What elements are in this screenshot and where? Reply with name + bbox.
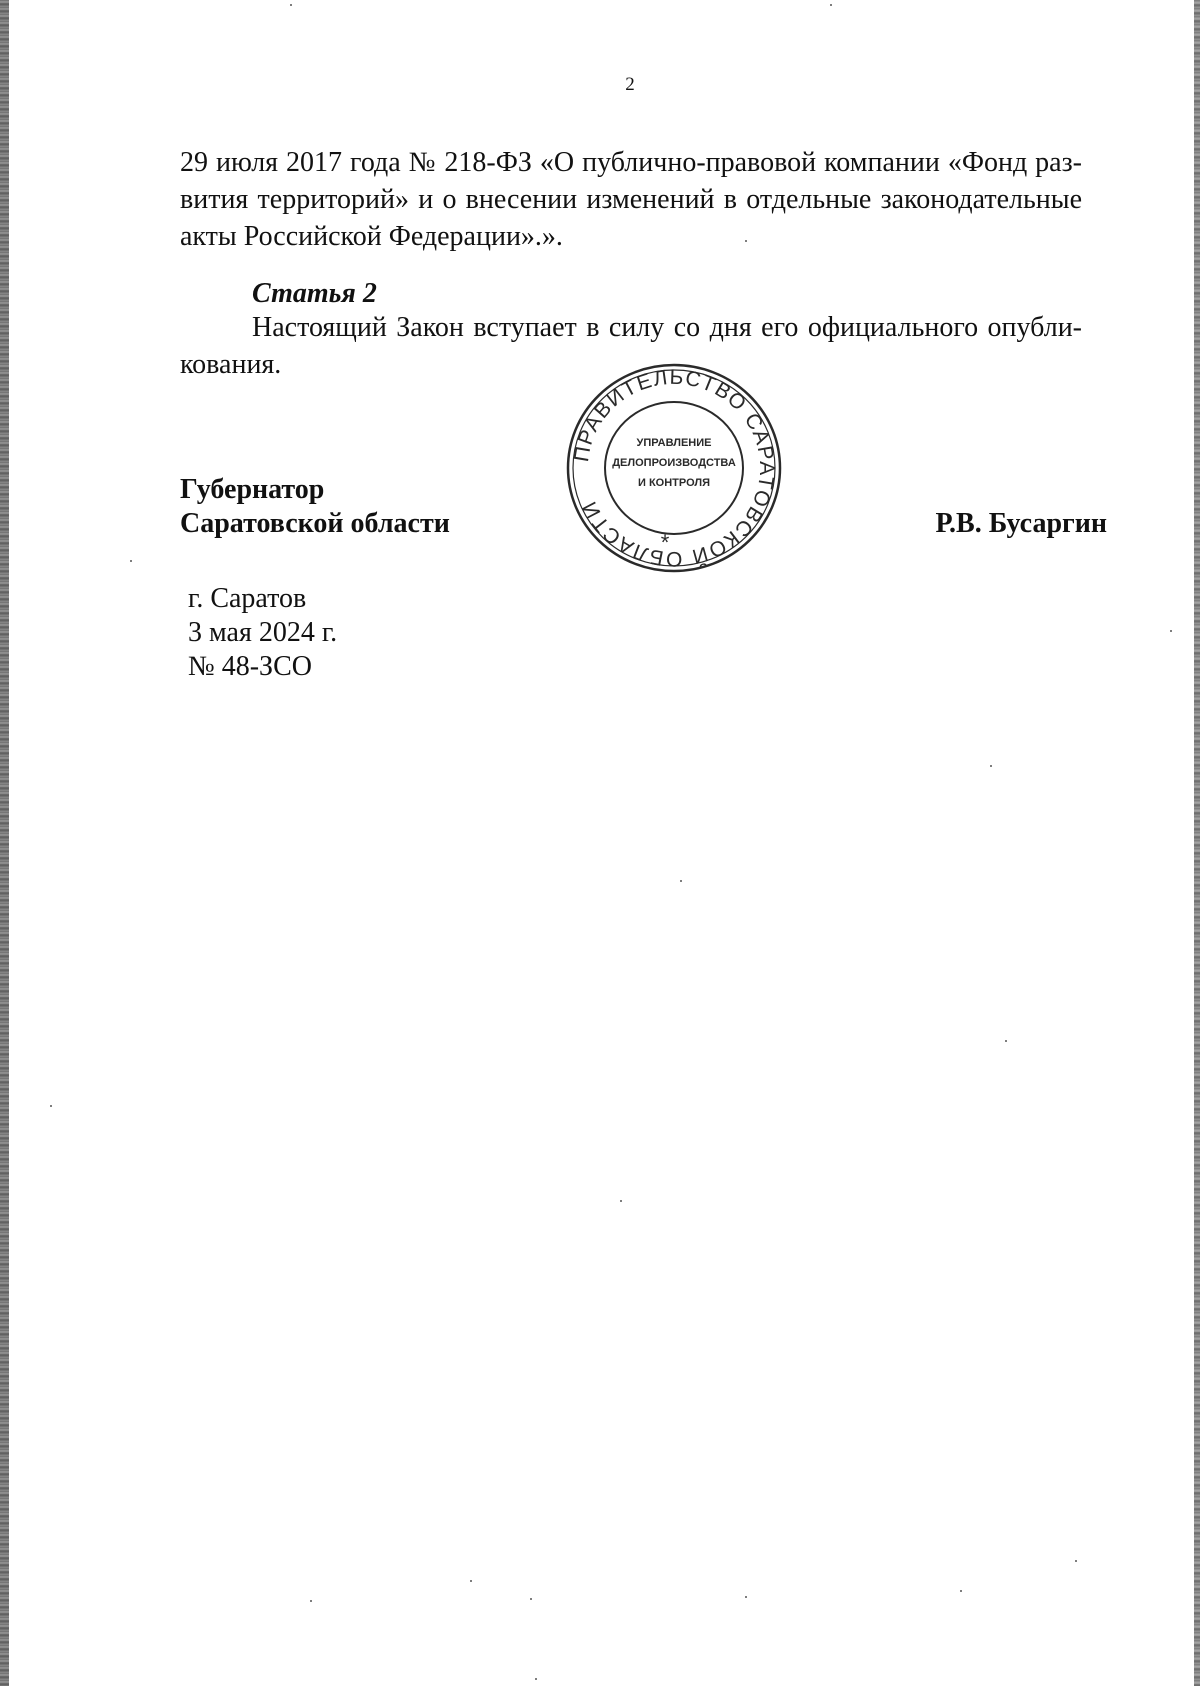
stamp-inner-line-1: УПРАВЛЕНИЕ (636, 437, 712, 449)
scan-speck (1075, 1560, 1077, 1562)
scan-speck (620, 1200, 622, 1202)
stamp-inner-line-2: ДЕЛОПРОИЗВОДСТВА (612, 457, 736, 469)
scan-speck (530, 1598, 532, 1600)
scan-speck (990, 765, 992, 767)
scan-speck (50, 1105, 52, 1107)
page-number: 2 (625, 74, 635, 95)
signatory-name: Р.В. Бусаргин (935, 508, 1107, 539)
scan-speck (680, 880, 682, 882)
place-date: 3 мая 2024 г. (188, 617, 338, 648)
scan-edge-left (0, 0, 9, 1686)
scan-speck (745, 240, 747, 242)
place-city: г. Саратов (188, 583, 307, 614)
article-heading: Статья 2 (252, 278, 377, 309)
body-line-1: 29 июля 2017 года № 218-ФЗ «О публично-правовой компании «Фонд раз- (180, 147, 1082, 178)
law-number: № 48-ЗСО (188, 651, 312, 682)
scan-speck (310, 1600, 312, 1602)
signatory-title-line-1: Губернатор (180, 474, 325, 505)
scan-speck (960, 1590, 962, 1592)
stamp-inner-line-3: И КОНТРОЛЯ (638, 477, 710, 489)
stamp-outer-text: ПРАВИТЕЛЬСТВО САРАТОВСКОЙ ОБЛАСТИ (569, 365, 779, 571)
scan-speck (290, 4, 292, 6)
scan-speck (1005, 1040, 1007, 1042)
body-line-2: вития территорий» и о внесении изменений в отдельные законодательные (180, 184, 1082, 215)
scan-speck (470, 1580, 472, 1582)
scan-speck (535, 1678, 537, 1680)
official-stamp (565, 362, 783, 574)
article-text-line-2: кования. (180, 349, 282, 380)
scan-speck (130, 560, 132, 562)
scan-edge-right (1194, 0, 1200, 1686)
signatory-title-line-2: Саратовской области (180, 508, 450, 539)
scan-speck (745, 1596, 747, 1598)
body-line-3: акты Российской Федерации».». (180, 221, 563, 252)
scan-speck (1170, 630, 1172, 632)
scan-speck (830, 4, 832, 6)
stamp-star-icon: * (660, 530, 670, 555)
article-text-line-1: Настоящий Закон вступает в силу со дня его официального опубли- (252, 312, 1082, 343)
